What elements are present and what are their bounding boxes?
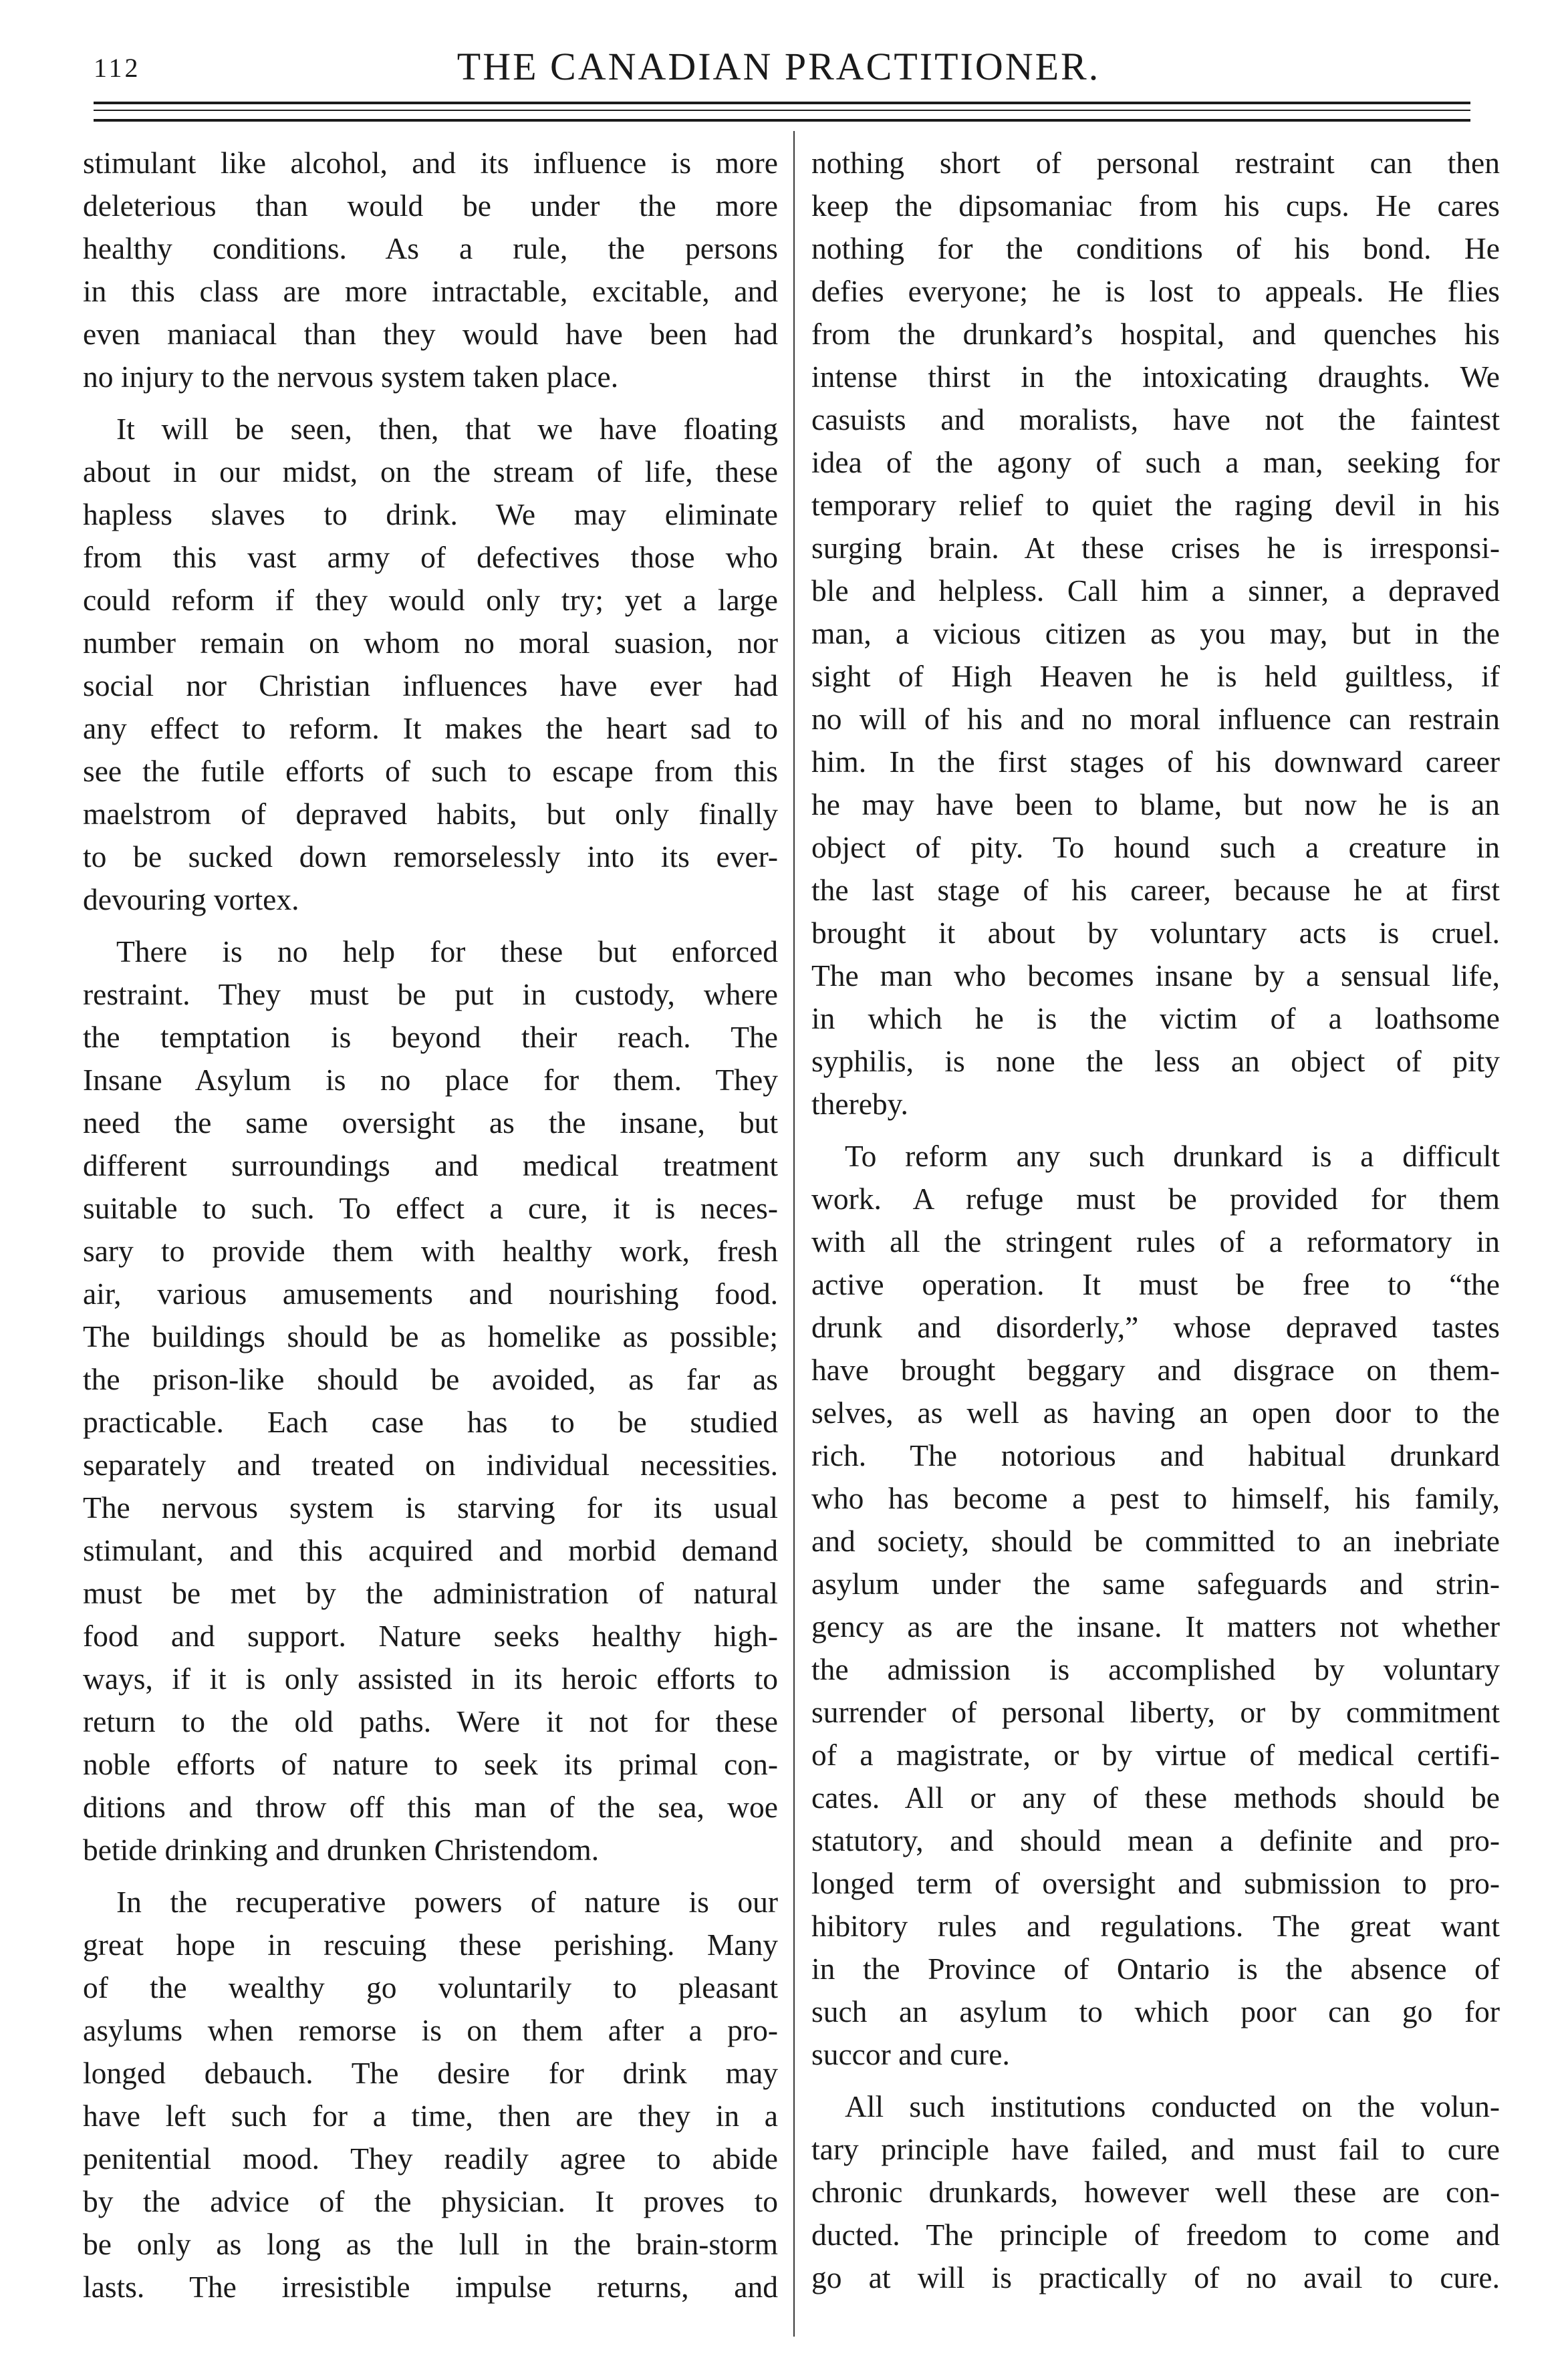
- text-line: great hope in rescuing these perishing. Many: [83, 1928, 778, 1962]
- text-line: no will of his and no moral influence can restrain: [811, 702, 1500, 736]
- text-line: selves, as well as having an open door to the: [811, 1396, 1500, 1430]
- text-line: maelstrom of depraved habits, but only finally: [83, 797, 778, 831]
- text-line: surrender of personal liberty, or by commitment: [811, 1695, 1500, 1729]
- header-rule-middle: [94, 110, 1470, 111]
- text-line: The man who becomes insane by a sensual life,: [811, 958, 1500, 993]
- paragraph: [83, 1881, 778, 2309]
- text-line: have left such for a time, then are they in a: [83, 2099, 778, 2133]
- text-line: temporary relief to quiet the raging devil in his: [811, 488, 1500, 522]
- text-line: brought it about by voluntary acts is cruel.: [811, 916, 1500, 950]
- text-line: separately and treated on individual necessities.: [83, 1448, 778, 1482]
- text-line: the prison-like should be avoided, as far as: [83, 1362, 778, 1396]
- text-line: who has become a pest to himself, his family,: [811, 1481, 1500, 1515]
- text-line: go at will is practically of no avail to cure.: [811, 2260, 1500, 2294]
- text-line: gency as are the insane. It matters not whether: [811, 1609, 1500, 1644]
- text-line: stimulant, and this acquired and morbid demand: [83, 1533, 778, 1567]
- text-line: asylum under the same safeguards and strin-: [811, 1567, 1500, 1601]
- text-line: ducted. The principle of freedom to come and: [811, 2218, 1500, 2252]
- text-line: longed term of oversight and submission to pro-: [811, 1866, 1500, 1900]
- text-line: the temptation is beyond their reach. The: [83, 1020, 778, 1054]
- text-line: ble and helpless. Call him a sinner, a depraved: [811, 573, 1500, 608]
- text-line: asylums when remorse is on them after a pro-: [83, 2013, 778, 2047]
- text-line: he may have been to blame, but now he is an: [811, 787, 1500, 821]
- text-line: defies everyone; he is lost to appeals. He flies: [811, 274, 1500, 308]
- text-line: devouring vortex.: [83, 882, 299, 916]
- text-line: suitable to such. To effect a cure, it is neces-: [83, 1191, 778, 1225]
- text-line: deleterious than would be under the more: [83, 188, 778, 223]
- page-number: 112: [94, 53, 141, 83]
- text-line: restraint. They must be put in custody, where: [83, 977, 778, 1011]
- text-line: the last stage of his career, because he at first: [811, 873, 1500, 907]
- text-line: could reform if they would only try; yet a large: [83, 583, 778, 617]
- text-line: surging brain. At these crises he is irresponsi-: [811, 531, 1500, 565]
- paragraph: [83, 142, 778, 398]
- header-rule-top: [94, 102, 1470, 104]
- text-line: with all the stringent rules of a reformatory in: [811, 1224, 1500, 1259]
- text-line: different surroundings and medical treatment: [83, 1148, 778, 1182]
- page-header: [87, 44, 1470, 98]
- text-line: to be sucked down remorselessly into its ever-: [83, 839, 778, 874]
- text-line: hibitory rules and regulations. The great want: [811, 1909, 1500, 1943]
- text-line: cates. All or any of these methods should be: [811, 1781, 1500, 1815]
- column-divider: [793, 131, 795, 2337]
- text-line: air, various amusements and nourishing food.: [83, 1277, 778, 1311]
- text-line: from the drunkard’s hospital, and quenches his: [811, 317, 1500, 351]
- text-line: chronic drunkards, however well these are con-: [811, 2175, 1500, 2209]
- text-line: casuists and moralists, have not the faintest: [811, 402, 1500, 436]
- text-line: lasts. The irresistible impulse returns, and: [83, 2270, 778, 2304]
- text-line: rich. The notorious and habitual drunkard: [811, 1438, 1500, 1472]
- running-head: THE CANADIAN PRACTITIONER.: [456, 45, 1101, 88]
- text-line: Insane Asylum is no place for them. They: [83, 1063, 778, 1097]
- text-line: in this class are more intractable, excitable, and: [83, 274, 778, 308]
- text-line: ways, if it is only assisted in its heroic efforts to: [83, 1662, 778, 1696]
- text-line: food and support. Nature seeks healthy high-: [83, 1619, 778, 1653]
- text-line: active operation. It must be free to “the: [811, 1267, 1500, 1301]
- left-column: [83, 142, 778, 2309]
- text-line: There is no help for these but enforced: [116, 934, 778, 968]
- text-line: syphilis, is none the less an object of pity: [811, 1044, 1500, 1078]
- text-line: ditions and throw off this man of the sea, woe: [83, 1790, 778, 1824]
- text-line: penitential mood. They readily agree to abide: [83, 2141, 778, 2176]
- text-line: hapless slaves to drink. We may eliminate: [83, 497, 778, 531]
- text-line: such an asylum to which poor can go for: [811, 1994, 1500, 2028]
- text-line: longed debauch. The desire for drink may: [83, 2056, 778, 2090]
- text-line: be only as long as the lull in the brain-storm: [83, 2227, 778, 2261]
- paragraph: [83, 930, 778, 1871]
- text-line: All such institutions conducted on the volun-: [845, 2089, 1500, 2123]
- text-line: must be met by the administration of natural: [83, 1576, 778, 1610]
- text-line: statutory, and should mean a definite and pro-: [811, 1823, 1500, 1857]
- text-line: number remain on whom no moral suasion, nor: [83, 626, 778, 660]
- text-line: return to the old paths. Were it not for these: [83, 1704, 778, 1738]
- paragraph: [811, 2085, 1500, 2299]
- text-line: idea of the agony of such a man, seeking for: [811, 445, 1500, 479]
- text-line: nothing short of personal restraint can then: [811, 146, 1500, 180]
- text-line: thereby.: [811, 1087, 908, 1121]
- text-line: It will be seen, then, that we have floating: [116, 412, 778, 446]
- text-line: sary to provide them with healthy work, fresh: [83, 1234, 778, 1268]
- text-line: succor and cure.: [811, 2037, 1010, 2071]
- paragraph: [83, 408, 778, 921]
- text-line: sight of High Heaven he is held guiltless, if: [811, 659, 1500, 693]
- text-line: noble efforts of nature to seek its primal con-: [83, 1747, 778, 1781]
- text-line: healthy conditions. As a rule, the persons: [83, 231, 778, 265]
- text-line: nothing for the conditions of his bond. He: [811, 231, 1500, 265]
- text-line: from this vast army of defectives those who: [83, 540, 778, 574]
- text-line: To reform any such drunkard is a difficult: [845, 1139, 1500, 1173]
- text-line: tary principle have failed, and must fail to cure: [811, 2132, 1500, 2166]
- text-line: of the wealthy go voluntarily to pleasant: [83, 1970, 778, 2004]
- text-line: in the Province of Ontario is the absence of: [811, 1952, 1500, 1986]
- text-line: about in our midst, on the stream of life, these: [83, 454, 778, 489]
- text-line: of a magistrate, or by virtue of medical certifi-: [811, 1738, 1500, 1772]
- text-line: intense thirst in the intoxicating draughts. We: [811, 360, 1500, 394]
- text-line: need the same oversight as the insane, but: [83, 1105, 778, 1140]
- text-line: keep the dipsomaniac from his cups. He cares: [811, 188, 1500, 223]
- text-line: work. A refuge must be provided for them: [811, 1182, 1500, 1216]
- paragraph: [811, 142, 1500, 1126]
- paragraph: [811, 1135, 1500, 2076]
- header-rule-bottom: [94, 119, 1470, 122]
- text-line: any effect to reform. It makes the heart sad to: [83, 711, 778, 745]
- text-line: practicable. Each case has to be studied: [83, 1405, 778, 1439]
- text-line: social nor Christian influences have ever had: [83, 668, 778, 702]
- text-line: him. In the first stages of his downward career: [811, 745, 1500, 779]
- right-column: [811, 142, 1500, 2299]
- text-line: The buildings should be as homelike as possible;: [83, 1319, 778, 1353]
- text-line: see the futile efforts of such to escape from this: [83, 754, 778, 788]
- text-line: the admission is accomplished by voluntary: [811, 1652, 1500, 1686]
- text-line: The nervous system is starving for its usual: [83, 1490, 778, 1525]
- text-line: in which he is the victim of a loathsome: [811, 1001, 1500, 1035]
- text-line: even maniacal than they would have been had: [83, 317, 778, 351]
- text-line: stimulant like alcohol, and its influence is more: [83, 146, 778, 180]
- text-line: In the recuperative powers of nature is our: [116, 1885, 778, 1919]
- text-line: betide drinking and drunken Christendom.: [83, 1833, 600, 1867]
- text-line: have brought beggary and disgrace on them-: [811, 1353, 1500, 1387]
- text-line: object of pity. To hound such a creature in: [811, 830, 1500, 864]
- text-line: and society, should be committed to an inebriate: [811, 1524, 1500, 1558]
- text-line: by the advice of the physician. It proves to: [83, 2184, 778, 2218]
- text-line: man, a vicious citizen as you may, but in the: [811, 616, 1500, 650]
- text-line: no injury to the nervous system taken place.: [83, 360, 619, 394]
- text-line: drunk and disorderly,” whose depraved tastes: [811, 1310, 1500, 1344]
